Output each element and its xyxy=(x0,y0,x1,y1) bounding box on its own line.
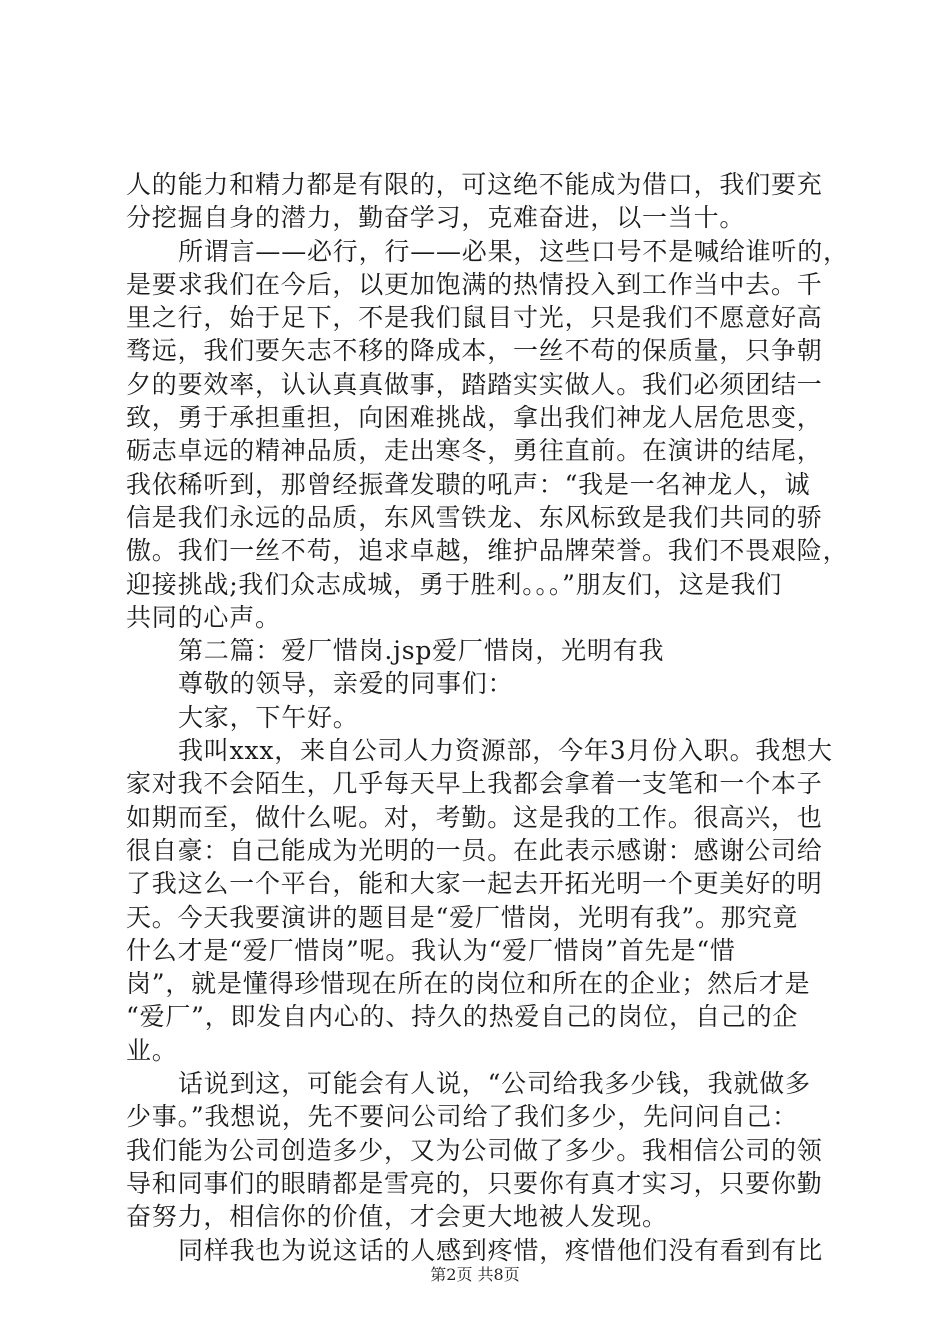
text-line: 人的能力和精力都是有限的，可这绝不能成为借口，我们要充 xyxy=(126,170,823,199)
text-line: “爱厂”，即发自内心的、持久的热爱自己的岗位，自己的企 xyxy=(126,1002,799,1032)
text-line: 信是我们永远的品质，东风雪铁龙、东风标致是我们共同的骄 xyxy=(126,502,823,532)
text-line: 共同的心声。 xyxy=(126,602,281,632)
text-line: 天。今天我要演讲的题目是“爱厂惜岗，光明有我”。那究竟 xyxy=(126,902,799,932)
text-line: 所谓言——必行，行——必果，这些口号不是喊给谁听的， xyxy=(178,236,849,266)
text-line: 砺志卓远的精神品质，走出寒冬，勇往直前。在演讲的结尾， xyxy=(126,436,823,466)
text-line: 很自豪：自己能成为光明的一员。在此表示感谢：感谢公司给 xyxy=(126,835,823,865)
text-line: 我们能为公司创造多少，又为公司做了多少。我相信公司的领 xyxy=(126,1135,823,1165)
text-line: 家对我不会陌生，几乎每天早上我都会拿着一支笔和一个本子 xyxy=(126,769,823,799)
text-line: 什么才是“爱厂惜岗”呢。我认为“爱厂惜岗”首先是“惜 xyxy=(126,935,736,965)
text-line: 傲。我们一丝不苟，追求卓越，维护品牌荣誉。我们不畏艰险， xyxy=(126,536,849,566)
text-line: 少事。”我想说，先不要问公司给了我们多少，先问问自己： xyxy=(126,1102,798,1132)
text-line: 夕的要效率，认认真真做事，踏踏实实做人。我们必须团结一 xyxy=(126,369,823,399)
text-line: 迎接挑战;我们众志成城，勇于胜利。。。”朋友们，这是我们 xyxy=(126,569,783,599)
text-line: 里之行，始于足下，不是我们鼠目寸光，只是我们不愿意好高 xyxy=(126,303,823,333)
text-line: 奋努力，相信你的价值，才会更大地被人发现。 xyxy=(126,1202,668,1232)
text-line: 了我这么一个平台，能和大家一起去开拓光明一个更美好的明 xyxy=(126,869,823,899)
text-line: 我叫xxx，来自公司人力资源部，今年3月份入职。我想大 xyxy=(178,736,833,766)
text-line: 业。 xyxy=(126,1035,178,1065)
text-line: 同样我也为说这话的人感到疼惜，疼惜他们没有看到有比 xyxy=(178,1235,824,1265)
page-number-footer: 第2页 共8页 xyxy=(430,1265,520,1284)
text-line: 岗”，就是懂得珍惜现在所在的岗位和所在的企业；然后才是 xyxy=(126,969,811,999)
text-line: 话说到这，可能会有人说，“公司给我多少钱，我就做多 xyxy=(178,1069,811,1099)
text-line: 如期而至，做什么呢。对，考勤。这是我的工作。很高兴，也 xyxy=(126,802,823,832)
text-line: 致，勇于承担重担，向困难挑战，拿出我们神龙人居危思变， xyxy=(126,403,823,433)
text-line: 大家，下午好。 xyxy=(178,702,359,732)
text-line: 分挖掘自身的潜力，勤奋学习，克难奋进，以一当十。 xyxy=(126,203,746,233)
text-line: 导和同事们的眼睛都是雪亮的，只要你有真才实习，只要你勤 xyxy=(126,1168,823,1198)
text-line: 是要求我们在今后，以更加饱满的热情投入到工作当中去。千 xyxy=(126,269,823,299)
text-line: 我依稀听到，那曾经振聋发聩的吼声：“我是一名神龙人，诚 xyxy=(126,469,811,499)
text-line: 第二篇：爱厂惜岗.jsp爱厂惜岗，光明有我 xyxy=(178,636,665,666)
document-body xyxy=(126,168,849,1267)
text-line: 骛远，我们要矢志不移的降成本，一丝不苟的保质量，只争朝 xyxy=(126,336,823,366)
text-line: 尊敬的领导，亲爱的同事们： xyxy=(178,669,514,699)
